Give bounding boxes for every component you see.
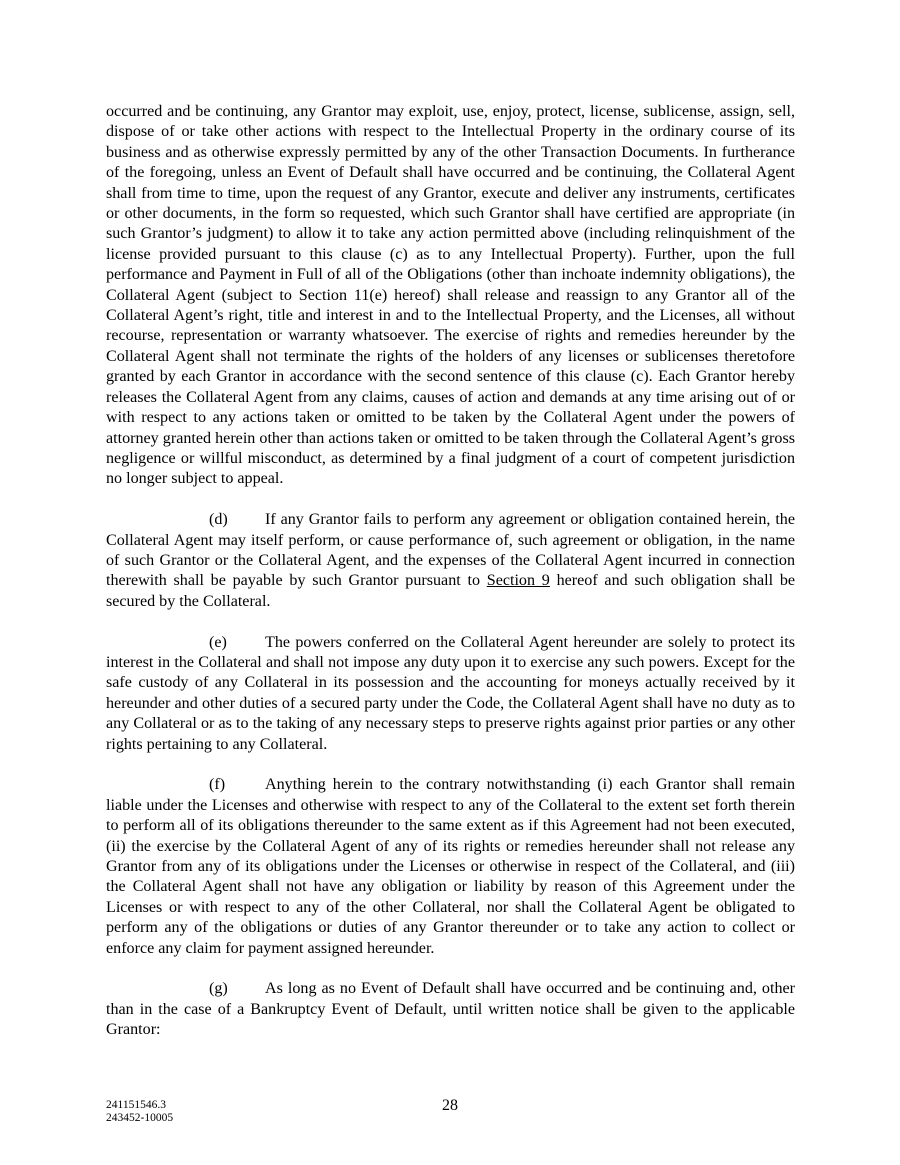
paragraph-text: As long as no Event of Default shall have occurred and be continuing and, other than in the case of a Bankruptcy Event of Default, until written notice shall be given to the applicable Grantor:	[106, 980, 795, 1039]
paragraph-d	[106, 510, 795, 612]
paragraph-text: The powers conferred on the Collateral Agent hereunder are solely to protect its interest in the Collateral and shall not impose any duty upon it to exercise any such powers. Except for the safe custody of any Collateral in its possession and the accounting for moneys actually received by it hereunder and other duties of a secured party under the Code, the Collateral Agent shall have no duty as to any Collateral or as to the taking of any necessary steps to preserve rights against prior parties or any other rights pertaining to any Collateral.	[106, 633, 795, 753]
paragraph-label: (e)	[209, 633, 227, 651]
doc-id-line-2: 243452-10005	[106, 1112, 174, 1124]
paragraph-e	[106, 633, 795, 755]
document-body	[106, 102, 795, 1061]
doc-id-line-1: 241151546.3	[106, 1099, 166, 1111]
paragraph-f	[106, 775, 795, 959]
paragraph-g	[106, 979, 795, 1040]
paragraph-label: (d)	[209, 511, 228, 529]
section-9-reference: Section 9	[486, 572, 550, 590]
paragraph-text: If any Grantor fails to perform any agreement or obligation contained herein, the Collateral Agent may itself perform, or cause performance of, such agreement or obligation, in the name of such Grantor or the Collateral Agent, and the expenses of the Collateral Agent incurred in connection therewith shall be payable by such Grantor pursuant to	[106, 511, 795, 590]
paragraph-text: Anything herein to the contrary notwithstanding (i) each Grantor shall remain liable under the Licenses and otherwise with respect to any of the Collateral to the extent set forth therein to perform all of its obligations thereunder to the same extent as if this Agreement had not been executed, (ii) the exercise by the Collateral Agent of any of its rights or remedies hereunder shall not release any Grantor from any of its obligations under the Licenses or otherwise in respect of the Collateral, and (iii) the Collateral Agent shall not have any obligation or liability by reason of this Agreement under the Licenses or with respect to any of the other Collateral, nor shall the Collateral Agent be obligated to perform any of the obligations or duties of any Grantor thereunder or to take any action to collect or enforce any claim for payment assigned hereunder.	[106, 776, 795, 957]
paragraph-text: occurred and be continuing, any Grantor may exploit, use, enjoy, protect, license, sublicense, assign, sell, dispose of or take other actions with respect to the Intellectual Property in the ordinary course of its business and as otherwise expressly permitted by any of the other Transaction Documents. In furtherance of the foregoing, unless an Event of Default shall have occurred and be continuing, the Collateral Agent shall from time to time, upon the request of any Grantor, execute and deliver any instruments, certificates or other documents, in the form so requested, which such Grantor shall have certified are appropriate (in such Grantor’s judgment) to allow it to take any action permitted above (including relinquishment of the license provided pursuant to this clause (c) as to any Intellectual Property). Further, upon the full performance and Payment in Full of all of the Obligations (other than inchoate indemnity obligations), the Collateral Agent (subject to Section 11(e) hereof) shall release and reassign to any Grantor all of the Collateral Agent’s right, title and interest in and to the Intellectual Property, and the Licenses, all without recourse, representation or warranty whatsoever. The exercise of rights and remedies hereunder by the Collateral Agent shall not terminate the rights of the holders of any licenses or sublicenses theretofore granted by each Grantor in accordance with the second sentence of this clause (c). Each Grantor hereby releases the Collateral Agent from any claims, causes of action and demands at any time arising out of or with respect to any actions taken or omitted to be taken by the Collateral Agent under the powers of attorney granted herein other than actions taken or omitted to be taken through the Collateral Agent’s gross negligence or willful misconduct, as determined by a final judgment of a court of competent jurisdiction no longer subject to appeal.	[106, 103, 795, 488]
paragraph-c-continued	[106, 102, 795, 490]
paragraph-label: (f)	[209, 776, 226, 794]
paragraph-text-tail: hereof and such obligation shall be secured by the Collateral.	[106, 572, 796, 610]
page-number: 28	[442, 1097, 458, 1114]
paragraph-label: (g)	[209, 980, 228, 998]
